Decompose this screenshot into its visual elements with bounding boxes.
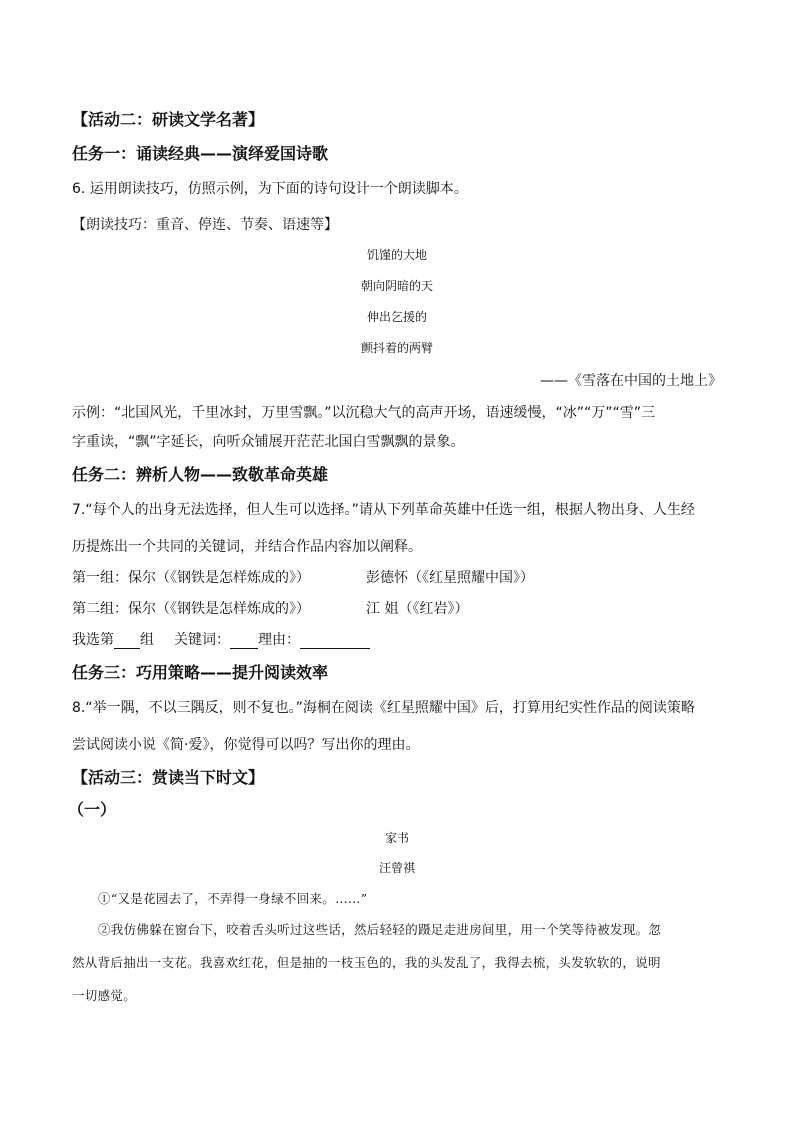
group-2-first: 第二组：保尔（《钢铁是怎样炼成的》）: [72, 601, 310, 617]
answer-reason-label: 理由：: [258, 632, 300, 648]
question-7-line-1: 7.“每个人的出身无法选择，但人生可以选择。”请从下列革命英雄中任选一组，根据人物出身、人生经: [72, 502, 695, 518]
question-8-line-2: 尝试阅读小说《简·爱》，你觉得可以吗？写出你的理由。: [72, 737, 420, 753]
question-7-line-2: 历提炼出一个共同的关键词，并结合作品内容加以阐释。: [72, 539, 422, 555]
essay-paragraph-2-line-1: ②我仿佛躲在窗台下，咬着舌头听过这些话，然后轻轻的蹑足走进房间里，用一个笑等待被发现。忽: [98, 922, 662, 937]
part-one-label: （一）: [68, 800, 117, 819]
group-1-first: 第一组：保尔（《钢铁是怎样炼成的》）: [72, 570, 310, 586]
essay-paragraph-1: ①“又是花园去了，不弄得一身绿不回来。……”: [98, 891, 368, 906]
reason-blank[interactable]: [300, 634, 370, 649]
group-2-second: 江 姐（《红岩》）: [366, 601, 469, 617]
poem-line-4: 颤抖着的两臂: [360, 341, 433, 355]
activity2-title: 【活动二：研读文学名著】: [72, 110, 265, 129]
essay-paragraph-2-line-3: 一切感觉。: [72, 988, 137, 1003]
group-1-second: 彭德怀（《红星照耀中国》）: [366, 570, 534, 586]
essay-paragraph-2-line-2: 然从背后抽出一支花。我喜欢红花，但是抽的一枝玉色的，我的头发乱了，我得去梳，头发软软的，说明: [72, 955, 661, 970]
answer-prefix: 我选第: [72, 632, 114, 648]
answer-line: [72, 629, 370, 649]
example-line-2: 字重读，“飘”字延长，向听众铺展开茫茫北国白雪飘飘的景象。: [72, 434, 465, 450]
task1-title: 任务一：诵读经典——演绎爱国诗歌: [72, 144, 329, 163]
essay-title: 家书: [384, 831, 409, 845]
essay-author: 汪曾祺: [378, 861, 415, 875]
task2-title: 任务二：辨析人物——致敬革命英雄: [72, 465, 329, 484]
group-choice-blank[interactable]: [114, 634, 140, 649]
poem-line-3: 伸出乞援的: [366, 310, 427, 324]
poem-source: ——《雪落在中国的土地上》: [540, 373, 722, 389]
poem-line-2: 朝向阴暗的天: [360, 279, 433, 293]
poem-line-1: 饥馑的大地: [366, 248, 427, 262]
task3-title: 任务三：巧用策略——提升阅读效率: [72, 663, 329, 682]
example-line-1: 示例：“北国风光，千里冰封，万里雪飘。”以沉稳大气的高声开场，语速缓慢，“冰”“万”“雪”三: [72, 405, 656, 421]
keyword-blank[interactable]: [230, 634, 258, 649]
reading-tips: 【朗读技巧：重音、停连、节奏、语速等】: [72, 217, 338, 233]
question-6: 6. 运用朗读技巧，仿照示例，为下面的诗句设计一个朗读脚本。: [72, 181, 468, 197]
answer-keyword-label: 关键词：: [174, 632, 230, 648]
activity3-title: 【活动三：赏读当下时文】: [72, 768, 265, 787]
question-8-line-1: 8.“举一隅，不以三隅反，则不复也。”海桐在阅读《红星照耀中国》后，打算用纪实性作品的阅读策略: [72, 700, 695, 716]
answer-group-label: 组: [140, 632, 154, 648]
